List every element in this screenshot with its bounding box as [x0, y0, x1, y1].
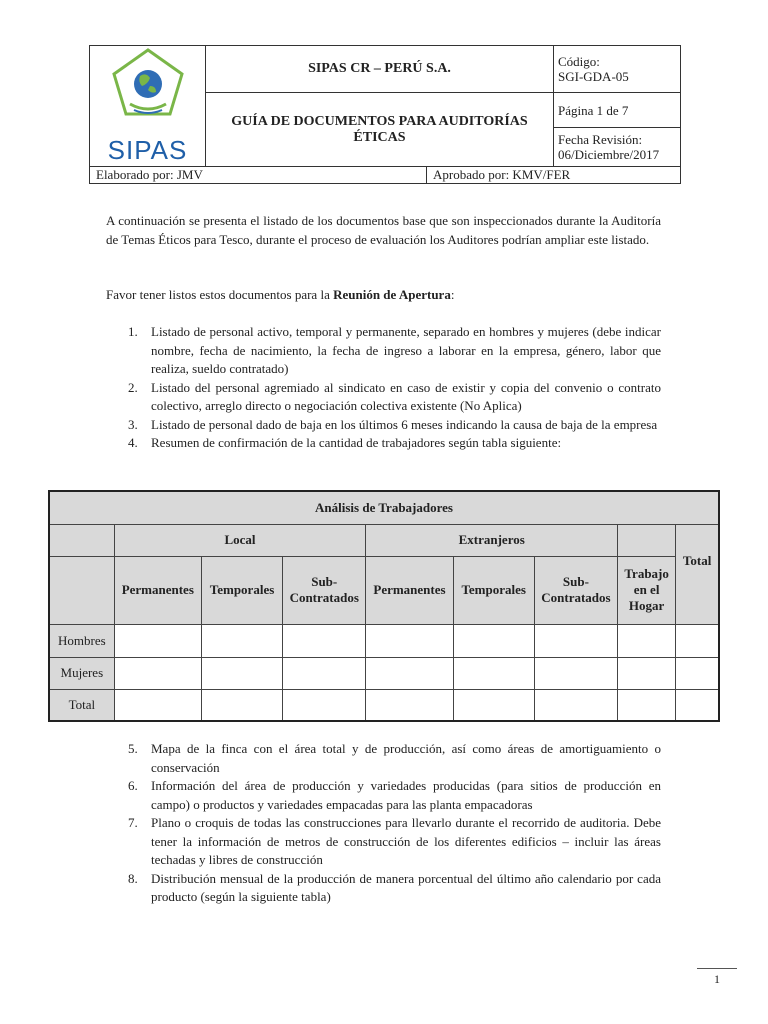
table-cell	[366, 624, 453, 657]
table-cell	[676, 624, 719, 657]
intro-paragraph: A continuación se presenta el listado de los documentos base que son inspeccionados durante la Auditoría de Temas Éticos para Tesco, durante el proceso de evaluación los Auditores podrían ampliar este listado.	[106, 213, 661, 247]
table-cell	[114, 689, 201, 721]
list-item	[106, 323, 661, 379]
opening-suffix: :	[450, 287, 455, 302]
list-item	[106, 740, 661, 777]
table-row	[49, 689, 719, 721]
list-item-text: Listado de personal dado de baja en los últimos 6 meses indicando la causa de baja de la empresa	[151, 416, 658, 432]
table-cell	[283, 657, 366, 689]
table-cell	[453, 689, 534, 721]
table-cell	[366, 657, 453, 689]
code-label: Código:	[558, 54, 600, 69]
logo-cell	[90, 46, 206, 167]
list-item	[106, 870, 661, 907]
list-item-number: 8.	[128, 870, 138, 886]
list-item	[106, 416, 661, 435]
table-cell	[534, 689, 617, 721]
list-item	[106, 814, 661, 870]
guide-title	[206, 93, 554, 167]
table-cell	[618, 689, 676, 721]
column-header: Permanentes	[114, 556, 201, 624]
corner-cell	[49, 524, 114, 556]
list-item	[106, 434, 661, 453]
column-header: Sub-Contratados	[283, 556, 366, 624]
opening-bold: Reunión de Apertura	[333, 287, 451, 302]
document-list-part1	[106, 323, 661, 453]
row-label: Total	[49, 689, 114, 721]
list-item-number: 4.	[128, 435, 138, 450]
table-cell	[114, 624, 201, 657]
column-header: Permanentes	[366, 556, 453, 624]
guide-title-line2: ÉTICAS	[353, 129, 406, 145]
group-local: Local	[114, 524, 366, 556]
list-item-number: 3.	[128, 416, 138, 432]
column-header: Temporales	[201, 556, 282, 624]
column-header: Sub-Contratados	[534, 556, 617, 624]
group-blank	[618, 524, 676, 556]
table-cell	[114, 657, 201, 689]
list-item-number: 2.	[128, 379, 138, 395]
table-title: Análisis de Trabajadores	[49, 491, 719, 524]
list-item-number: 1.	[128, 324, 138, 339]
total-header: Total	[676, 524, 719, 624]
column-header: Temporales	[453, 556, 534, 624]
list-item-number: 7.	[128, 815, 138, 830]
list-item-text: Distribución mensual de la producción de manera porcentual del último año calendario por cada producto (según la siguiente tabla)	[151, 870, 661, 904]
table-row	[49, 624, 719, 657]
table-cell	[283, 689, 366, 721]
list-item-text: Información del área de producción y variedades producidas (para sitios de producción en campo) o productos y variedades empacadas para las planta empacadoras	[151, 778, 661, 812]
table-row	[49, 657, 719, 689]
table-cell	[453, 624, 534, 657]
approved-by: Aprobado por: KMV/FER	[427, 167, 681, 184]
page-indicator: Página 1 de 7	[554, 93, 681, 128]
table-cell	[453, 657, 534, 689]
table-cell	[201, 624, 282, 657]
logo-text: SIPAS	[107, 135, 188, 165]
document-list-part2	[106, 740, 661, 907]
list-item-text: Plano o croquis de todas las construcciones para llevarlo durante el recorrido de auditoria. Debe tener la información de metros de construcción de los diferentes edificios – incluir las áreas techadas y libres de construcción	[151, 815, 661, 867]
table-cell	[201, 689, 282, 721]
list-item-number: 5.	[128, 741, 138, 756]
document-header	[89, 45, 681, 184]
footer-divider	[697, 968, 737, 969]
table-cell	[676, 657, 719, 689]
table-cell	[618, 624, 676, 657]
list-item-text: Resumen de confirmación de la cantidad de trabajadores según tabla siguiente:	[151, 435, 562, 450]
row-label: Mujeres	[49, 657, 114, 689]
table-cell	[201, 657, 282, 689]
table-cell	[676, 689, 719, 721]
revision-value: 06/Diciembre/2017	[558, 147, 660, 162]
company-name: SIPAS CR – PERÚ S.A.	[206, 46, 554, 93]
table-cell	[534, 624, 617, 657]
revision-date	[554, 128, 681, 167]
table-cell	[366, 689, 453, 721]
row-label: Hombres	[49, 624, 114, 657]
opening-paragraph	[106, 286, 661, 305]
group-foreign: Extranjeros	[366, 524, 618, 556]
list-item-number: 6.	[128, 778, 138, 793]
table-cell	[534, 657, 617, 689]
prepared-by: Elaborado por: JMV	[90, 167, 427, 184]
sipas-logo-icon	[108, 46, 188, 128]
guide-title-line1: GUÍA DE DOCUMENTOS PARA AUDITORÍAS	[231, 113, 528, 129]
revision-label: Fecha Revisión:	[558, 132, 643, 147]
page-number: 1	[714, 972, 720, 986]
list-item-text: Mapa de la finca con el área total y de producción, así como áreas de amortiguamiento o conservación	[151, 741, 661, 775]
table-cell	[283, 624, 366, 657]
worker-analysis-table	[48, 490, 720, 722]
code-value: SGI-GDA-05	[558, 69, 629, 84]
corner-cell	[49, 556, 114, 624]
list-item	[106, 777, 661, 814]
table-cell	[618, 657, 676, 689]
list-item	[106, 379, 661, 416]
document-code	[554, 46, 681, 93]
column-header: Trabajo en el Hogar	[618, 556, 676, 624]
opening-prefix: Favor tener listos estos documentos para la	[106, 287, 334, 302]
list-item-text: Listado de personal activo, temporal y permanente, separado en hombres y mujeres (debe indicar nombre, fecha de nacimiento, la fecha de ingreso a laborar en la empresa, género, labor que realiza, sueldo contratado)	[151, 324, 661, 376]
list-item-text: Listado del personal agremiado al sindicato en caso de existir y copia del convenio o contrato colectivo, arreglo directo o negociación colectiva existente (No Aplica)	[151, 379, 661, 413]
